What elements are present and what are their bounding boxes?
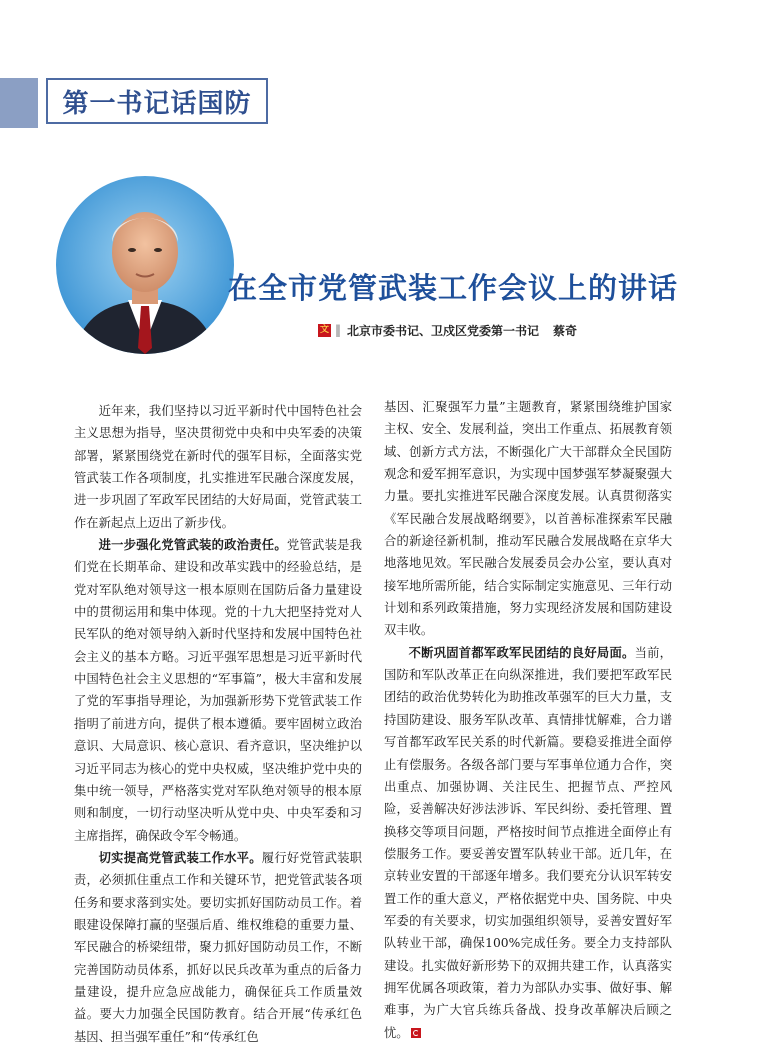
author-position: 北京市委书记、卫戍区党委第一书记 bbox=[347, 323, 540, 338]
author-portrait bbox=[56, 176, 234, 354]
byline bbox=[318, 322, 577, 338]
paragraph-heading: 进一步强化党管武装的政治责任。 bbox=[98, 538, 287, 553]
article-column-right bbox=[384, 396, 672, 1044]
author-name: 蔡奇 bbox=[553, 323, 578, 338]
paragraph-intro: 近年来，我们坚持以习近平新时代中国特色社会主义思想为指导，坚决贯彻党中央和中央军委的决策部署，紧紧围绕党在新时代的强军目标，全面落实党管武装工作各项制度，扎实推进军民融合深度发展，进一步巩固了军政军民团结的大好局面，党管武装工作在新起点上迈出了新步伐。 bbox=[74, 404, 362, 530]
paragraph-political-responsibility: 进一步强化党管武装的政治责任。党管武装是我们党在长期革命、建设和改革实践中的经验总结，是党对军队绝对领导这一根本原则在国防后备力量建设中的贯彻运用和集中体现。党的十九大把坚持党对人民军队的绝对领导纳入新时代坚持和发展中国特色社会主义的基本方略。习近平强军思想是习近平新时代中国特色社会主义思想的“军事篇”，极大丰富和发展了党的军事指导理论，为加强新形势下党管武装工作指明了前进方向，提供了根本遵循。要牢固树立政治意识、大局意识、核心意识、看齐意识，坚决维护以习近平同志为核心的党中央权威，坚决维护党中央的集中统一领导，严格落实党对军队绝对领导的根本原则和制度，一切行动坚决听从党中央、中央军委和习主席指挥，确保政令军令畅通。 bbox=[74, 538, 362, 843]
portrait-illustration bbox=[56, 176, 234, 354]
section-accent-bar bbox=[0, 78, 38, 128]
paragraph-heading: 不断巩固首都军政军民团结的良好局面。 bbox=[408, 645, 635, 660]
section-title: 第一书记话国防 bbox=[62, 88, 252, 119]
article-title: 在全市党管武装工作会议上的讲话 bbox=[228, 271, 679, 305]
end-of-article-logo-icon bbox=[411, 1028, 421, 1038]
paragraph-work-level-continued: 基因、汇聚强军力量”主题教育，紧紧围绕维护国家主权、安全、发展利益，突出工作重点、拓展教育领域、创新方式方法，不断强化广大干部群众全民国防观念和爱军拥军意识，为实现中国梦强军梦凝聚强大力量。要扎实推进军民融合深度发展。认真贯彻落实《军民融合发展战略纲要》，以首善标准探索军民融合的新途径新机制，推动军民融合发展战略在京华大地落地见效。军民融合发展委员会办公室，要认真对接军地所需所能，结合实际制定实施意见、三年行动计划和系列政策措施，努力实现经济发展和国防建设双丰收。 bbox=[384, 400, 672, 638]
paragraph-unity: 不断巩固首都军政军民团结的良好局面。当前，国防和军队改革正在向纵深推进，我们要把军政军民团结的政治优势转化为助推改革强军的巨大力量，支持国防建设、服务军队改革、真情排忧解难，合力谱写首都军政军民关系的时代新篇。要稳妥推进全面停止有偿服务。各级各部门要与军事单位通力合作，突出重点、加强协调、关注民生、把握节点、严控风险，妥善解决好涉法涉诉、军民纠纷、委托管理、置换移交等项目问题，严格按时间节点推进全面停止有偿服务工作。要妥善安置军队转业干部。近几年，在京转业安置的干部逐年增多。我们要充分认识军转安置工作的重大意义，严格依据党中央、国务院、中央军委的有关要求，切实加强组织领导，妥善安置好军队转业干部，确保100%完成任务。要全力支持部队建设。扎实做好新形势下的双拥共建工作，认真落实拥军优属各项政策，着力为部队办实事、做好事、解难事，为广大官兵练兵备战、投身改革解决后顾之忧。 bbox=[384, 645, 672, 1040]
article-column-left bbox=[74, 400, 362, 1048]
paragraph-heading: 切实提高党管武装工作水平。 bbox=[98, 850, 262, 865]
byline-separator: ‖ bbox=[335, 323, 341, 337]
section-header bbox=[46, 78, 268, 124]
paragraph-work-level: 切实提高党管武装工作水平。履行好党管武装职责，必须抓住重点工作和关键环节，把党管武装各项任务和要求落到实处。要切实抓好国防动员工作。着眼建设保障打赢的坚强后盾、维权维稳的重要力量、军民融合的桥梁纽带，聚力抓好国防动员工作，不断完善国防动员体系，抓好以民兵改革为重点的后备力量建设，提升应急应战能力，确保征兵工作质量效益。要大力加强全民国防教育。结合开展“传承红色基因、担当强军重任”和“传承红色 bbox=[74, 850, 362, 1044]
wen-mark-icon: 文 bbox=[319, 324, 329, 335]
